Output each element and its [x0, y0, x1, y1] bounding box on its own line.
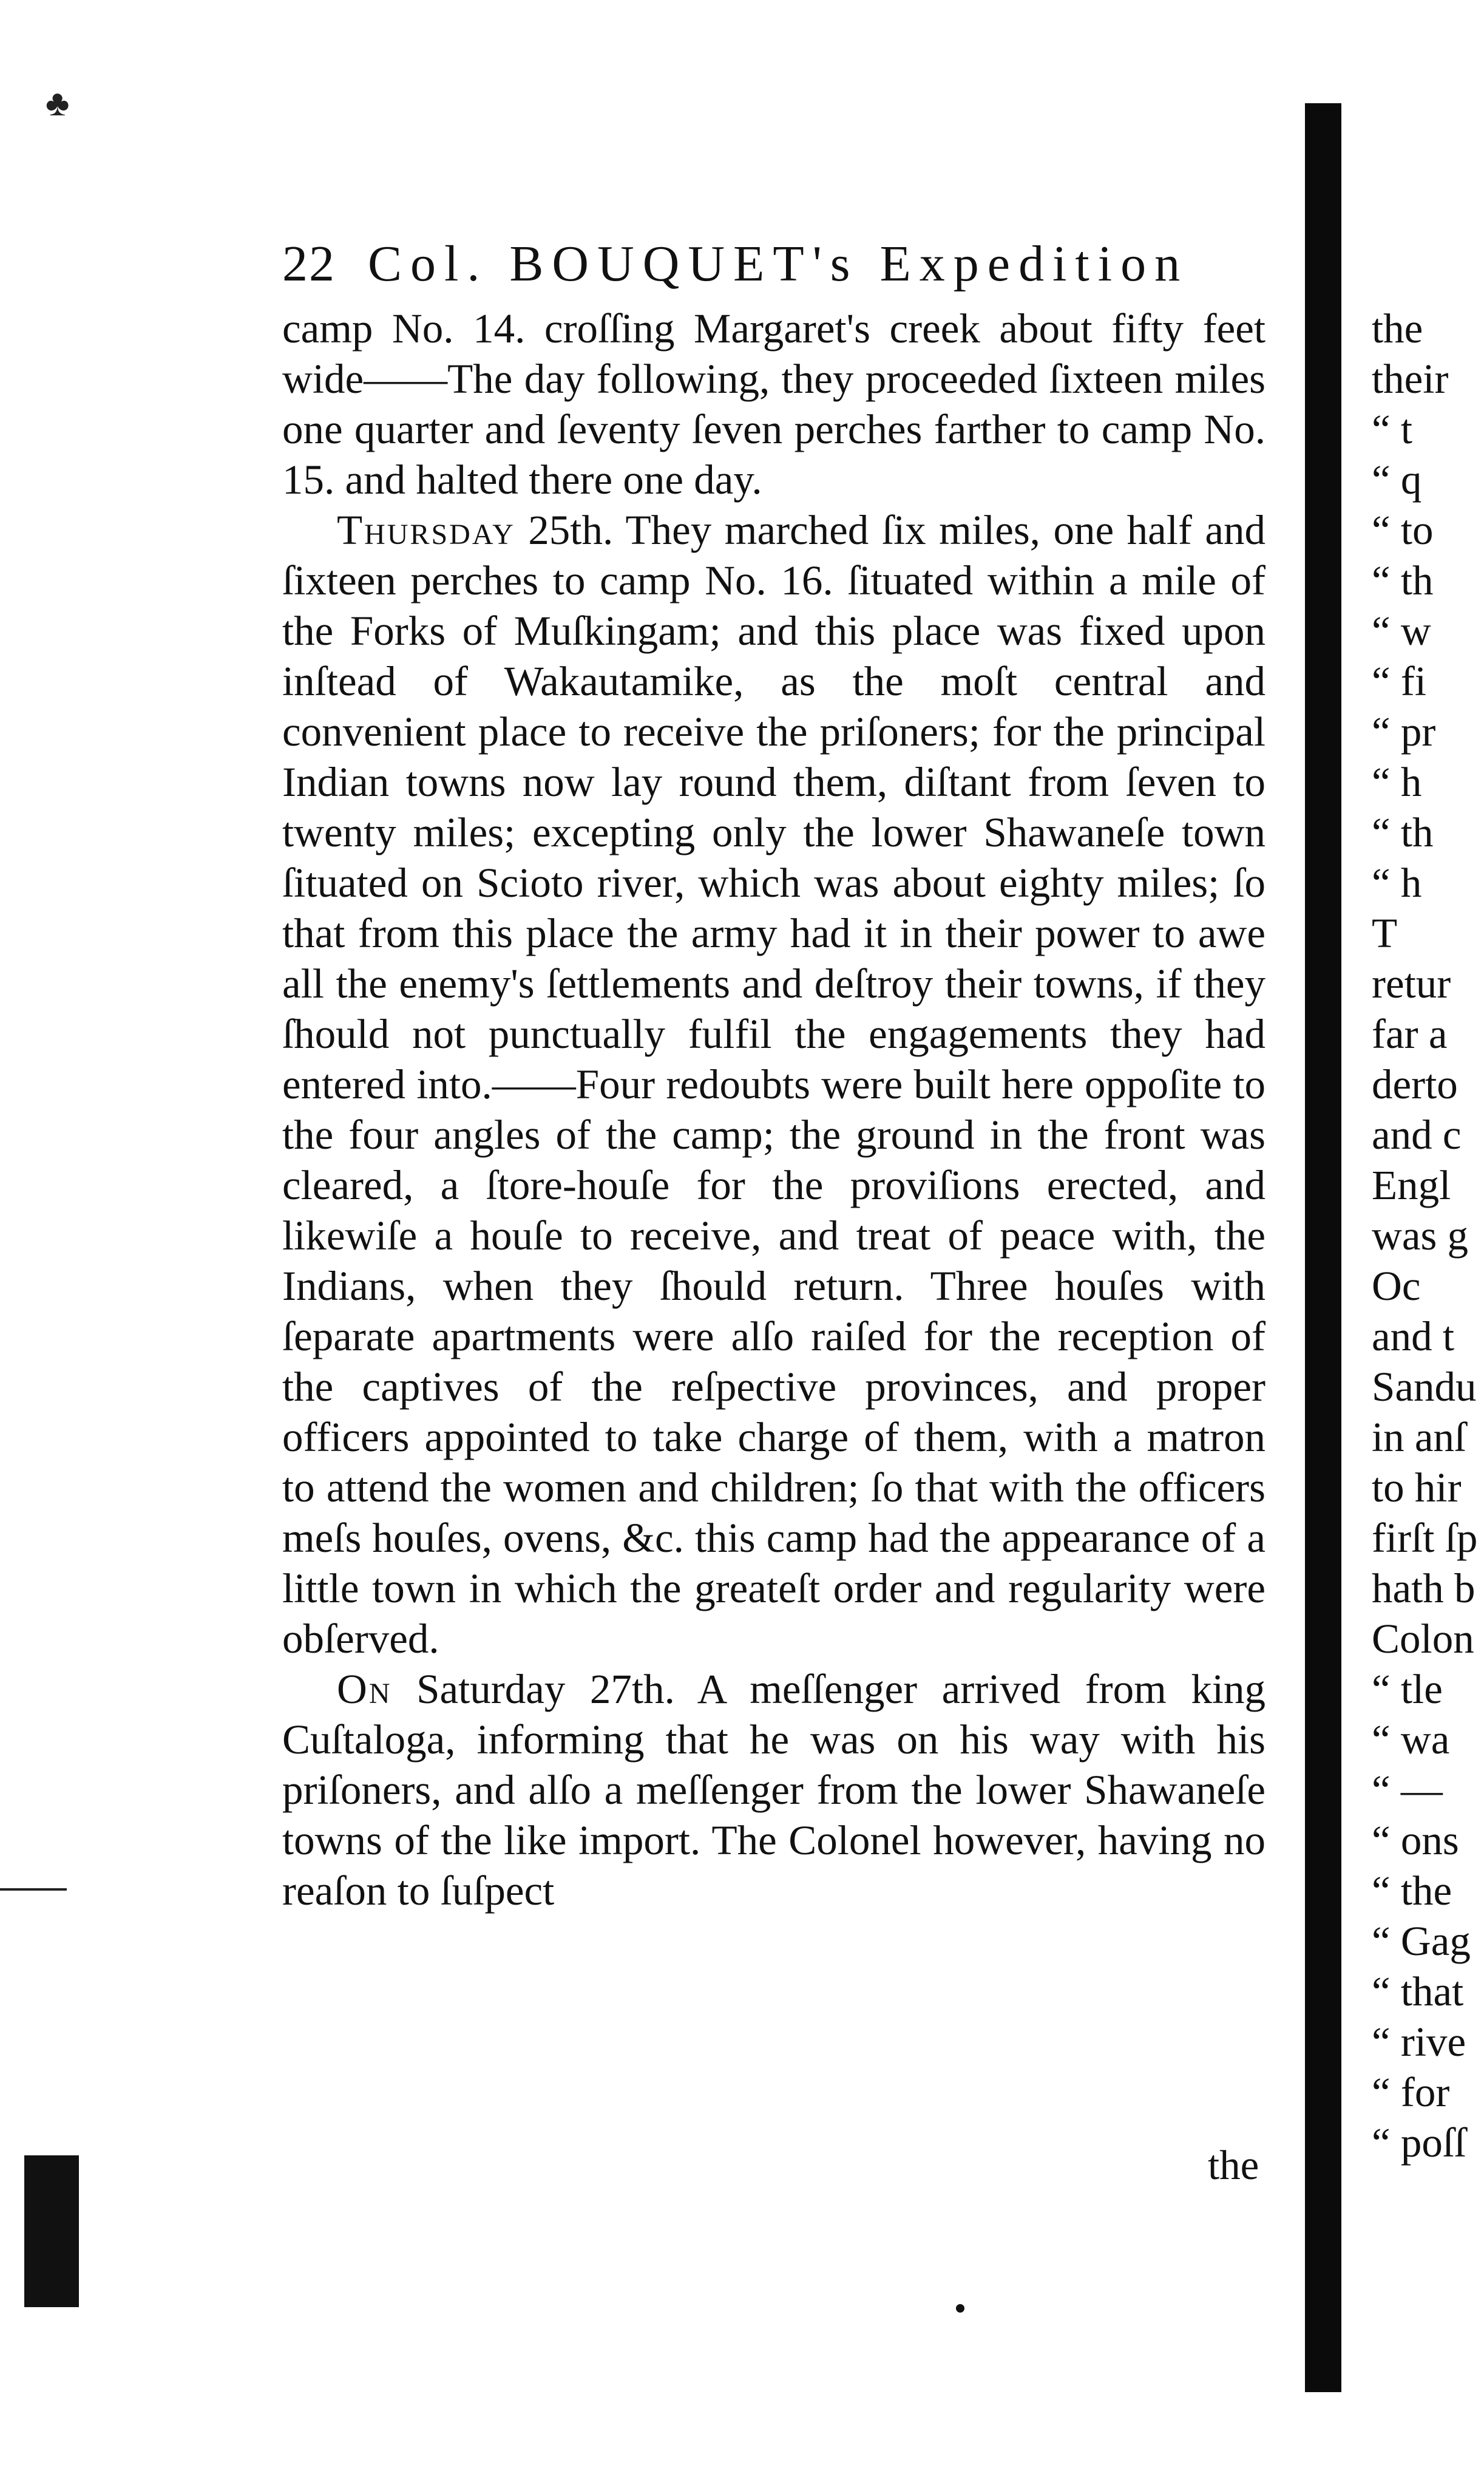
facing-line: and c — [1372, 1112, 1462, 1158]
catchword: the — [1208, 2142, 1259, 2188]
facing-line: “ h — [1372, 860, 1422, 906]
facing-line: “ ons — [1372, 1817, 1459, 1863]
facing-line: retur — [1372, 960, 1451, 1007]
paragraph-lead: On — [337, 1666, 392, 1712]
running-title: Col. BOUQUET's Expedition — [368, 236, 1189, 292]
facing-line: Sandu — [1372, 1364, 1477, 1410]
facing-line: “ th — [1372, 557, 1434, 604]
facing-line: their — [1372, 356, 1449, 402]
facing-line: Oc — [1372, 1263, 1421, 1309]
facing-line: hath b — [1372, 1565, 1476, 1611]
scan-edge-mark — [24, 2155, 79, 2307]
paragraph — [282, 304, 1265, 505]
gutter-shadow — [1305, 103, 1341, 2392]
facing-line: was g — [1372, 1212, 1469, 1259]
facing-line: T — [1372, 910, 1398, 956]
paragraph-text: 25th. They marched ſix miles, one half and ſixteen perches to camp No. 16. ſituated within a mile of the Forks of Muſkingam; and this place was fixed upon inſtead of Wakautamike, as the moſt central and convenient place to receive the priſoners; for the principal Indian towns now lay round them, diſtant from ſeven to twenty miles; excepting only the lower Shawaneſe town ſituated on Scioto river, which was about eighty miles; ſo that from this place the army had it in their power to awe all the enemy's ſettlements and deſtroy their towns, if they ſhould not punctually fulfil the engagements they had entered into.——Four redoubts were built here oppoſite to the four angles of the camp; the ground in the front was cleared, a ſtore-houſe for the proviſions erected, and likewiſe a houſe to receive, and treat of peace with, the Indians, when they ſhould return. Three houſes with ſeparate apartments were alſo raiſed for the reception of the captives of the reſpective provinces, and proper officers appointed to take charge of them, with a matron to attend the women and children; ſo that with the officers meſs houſes, ovens, &c. this camp had the appearance of a little town in which the greateſt order and regularity were obſerved. — [282, 507, 1265, 1662]
facing-line: “ t — [1372, 406, 1413, 452]
facing-line: firſt ſp — [1372, 1515, 1478, 1561]
facing-line: Engl — [1372, 1162, 1451, 1208]
facing-page-fragment — [1372, 304, 1484, 2168]
facing-line: “ h — [1372, 759, 1422, 805]
facing-line: “ pr — [1372, 709, 1436, 755]
facing-line: the — [1372, 305, 1423, 352]
facing-line: “ wa — [1372, 1716, 1450, 1763]
facing-line: “ q — [1372, 457, 1422, 503]
facing-line: “ to — [1372, 507, 1434, 553]
facing-line: “ Gag — [1372, 1918, 1471, 1964]
paragraph-lead: Thursday — [337, 507, 515, 553]
facing-line: in anſ — [1372, 1414, 1466, 1460]
facing-line: “ — — [1372, 1767, 1443, 1813]
facing-line: “ the — [1372, 1868, 1452, 1914]
facing-line: derto — [1372, 1061, 1458, 1107]
facing-line: “ th — [1372, 809, 1434, 855]
facing-line: “ fi — [1372, 658, 1427, 704]
facing-line: “ poſſ — [1372, 2120, 1466, 2166]
paragraph — [282, 1664, 1265, 1916]
margin-rule — [0, 1888, 67, 1891]
ink-speck — [956, 2304, 964, 2313]
paragraph — [282, 505, 1265, 1664]
facing-line: “ tle — [1372, 1666, 1443, 1712]
ornament-icon: ♣ — [46, 83, 70, 123]
body-text — [282, 304, 1265, 1916]
facing-line: and t — [1372, 1313, 1455, 1359]
facing-line: Colon — [1372, 1616, 1474, 1662]
running-header — [282, 231, 1265, 298]
paragraph-text: Saturday 27th. A meſſenger arrived from king Cuſtaloga, informing that he was on his way with his priſoners, and alſo a meſſenger from the lower Shawaneſe towns of the like import. The Colonel however, having no reaſon to ſuſpect — [282, 1666, 1265, 1914]
facing-line: to hir — [1372, 1464, 1462, 1511]
facing-line: far a — [1372, 1011, 1448, 1057]
facing-line: “ that — [1372, 1968, 1464, 2014]
page-number: 22 — [282, 236, 336, 292]
facing-line: “ w — [1372, 608, 1431, 654]
facing-line: “ rive — [1372, 2019, 1466, 2065]
facing-line: “ for — [1372, 2069, 1450, 2115]
paragraph-text: camp No. 14. croſſing Margaret's creek about fifty feet wide——The day following, they proceeded ſixteen miles one quarter and ſeventy ſeven perches farther to camp No. 15. and halted there one day. — [282, 305, 1265, 503]
